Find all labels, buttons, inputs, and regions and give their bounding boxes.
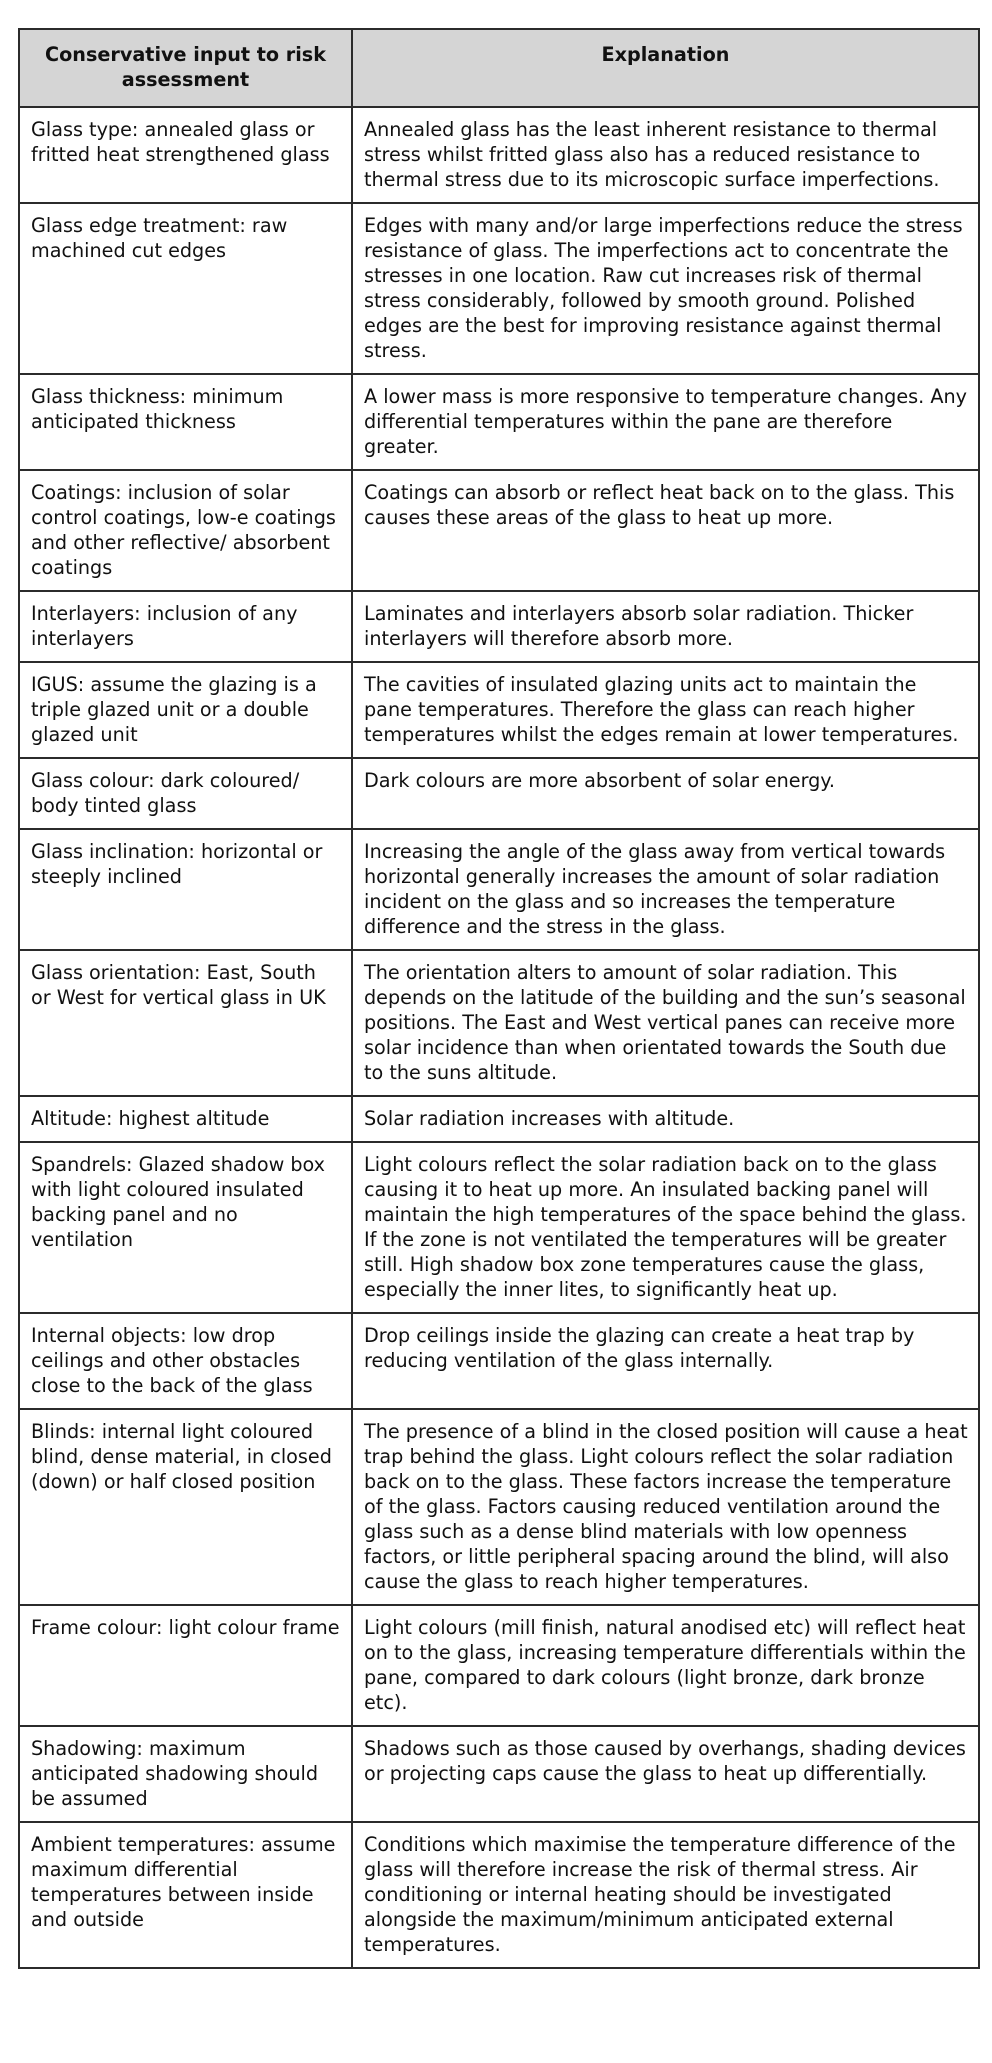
explanation-cell: Edges with many and/or large imperfections reduce the stress resistance of glass. The imperfections act to concentrate the stresses in one location. Raw cut increases risk of thermal stress considerably, followed by smooth ground. Polished edges are the best for improving resistance against thermal stress.: [352, 203, 979, 374]
table-row: [19, 107, 979, 203]
table-row: [19, 662, 979, 758]
input-cell: Glass thickness: minimum anticipated thickness: [19, 374, 352, 470]
table-row: [19, 758, 979, 829]
table-row: [19, 203, 979, 374]
explanation-cell: Annealed glass has the least inherent resistance to thermal stress whilst fritted glass also has a reduced resistance to thermal stress due to its microscopic surface imperfections.: [352, 107, 979, 203]
explanation-cell: Shadows such as those caused by overhangs, shading devices or projecting caps cause the glass to heat up differentially.: [352, 1726, 979, 1822]
explanation-cell: Solar radiation increases with altitude.: [352, 1096, 979, 1142]
table-row: [19, 1726, 979, 1822]
input-cell: Shadowing: maximum anticipated shadowing should be assumed: [19, 1726, 352, 1822]
input-cell: Frame colour: light colour frame: [19, 1605, 352, 1726]
table-header-row: [19, 29, 979, 107]
table-row: [19, 591, 979, 662]
explanation-cell: Laminates and interlayers absorb solar radiation. Thicker interlayers will therefore absorb more.: [352, 591, 979, 662]
explanation-cell: Light colours reflect the solar radiation back on to the glass causing it to heat up more. An insulated backing panel will maintain the high temperatures of the space behind the glass. If the zone is not ventilated the temperatures will be greater still. High shadow box zone temperatures cause the glass, especially the inner lites, to significantly heat up.: [352, 1142, 979, 1313]
header-explanation: Explanation: [352, 29, 979, 107]
table-row: [19, 1605, 979, 1726]
table-row: [19, 950, 979, 1096]
explanation-cell: Drop ceilings inside the glazing can create a heat trap by reducing ventilation of the glass internally.: [352, 1313, 979, 1409]
input-cell: Internal objects: low drop ceilings and other obstacles close to the back of the glass: [19, 1313, 352, 1409]
input-cell: Spandrels: Glazed shadow box with light coloured insulated backing panel and no ventilation: [19, 1142, 352, 1313]
input-cell: Coatings: inclusion of solar control coatings, low-e coatings and other reflective/ absorbent coatings: [19, 470, 352, 591]
table-row: [19, 374, 979, 470]
explanation-cell: Increasing the angle of the glass away from vertical towards horizontal generally increases the amount of solar radiation incident on the glass and so increases the temperature difference and the stress in the glass.: [352, 829, 979, 950]
explanation-cell: Conditions which maximise the temperature difference of the glass will therefore increase the risk of thermal stress. Air conditioning or internal heating should be investigated alongside the maximum/minimum anticipated external temperatures.: [352, 1822, 979, 1968]
table-row: [19, 470, 979, 591]
explanation-cell: The cavities of insulated glazing units act to maintain the pane temperatures. Therefore the glass can reach higher temperatures whilst the edges remain at lower temperatures.: [352, 662, 979, 758]
table-row: [19, 829, 979, 950]
input-cell: Altitude: highest altitude: [19, 1096, 352, 1142]
explanation-cell: Dark colours are more absorbent of solar energy.: [352, 758, 979, 829]
input-cell: Ambient temperatures: assume maximum differential temperatures between inside and outside: [19, 1822, 352, 1968]
risk-assessment-table: [18, 28, 980, 1969]
input-cell: Glass colour: dark coloured/ body tinted glass: [19, 758, 352, 829]
explanation-cell: Coatings can absorb or reflect heat back on to the glass. This causes these areas of the glass to heat up more.: [352, 470, 979, 591]
input-cell: Blinds: internal light coloured blind, dense material, in closed (down) or half closed position: [19, 1409, 352, 1605]
table-row: [19, 1409, 979, 1605]
input-cell: Glass type: annealed glass or fritted heat strengthened glass: [19, 107, 352, 203]
input-cell: Glass inclination: horizontal or steeply inclined: [19, 829, 352, 950]
input-cell: Glass orientation: East, South or West for vertical glass in UK: [19, 950, 352, 1096]
input-cell: Glass edge treatment: raw machined cut edges: [19, 203, 352, 374]
explanation-cell: Light colours (mill finish, natural anodised etc) will reflect heat on to the glass, increasing temperature differentials within the pane, compared to dark colours (light bronze, dark bronze etc).: [352, 1605, 979, 1726]
header-conservative-input: Conservative input to risk assessment: [19, 29, 352, 107]
table-row: [19, 1142, 979, 1313]
explanation-cell: A lower mass is more responsive to temperature changes. Any differential temperatures within the pane are therefore greater.: [352, 374, 979, 470]
table-row: [19, 1313, 979, 1409]
explanation-cell: The orientation alters to amount of solar radiation. This depends on the latitude of the building and the sun’s seasonal positions. The East and West vertical panes can receive more solar incidence than when orientated towards the South due to the suns altitude.: [352, 950, 979, 1096]
explanation-cell: The presence of a blind in the closed position will cause a heat trap behind the glass. Light colours reflect the solar radiation back on to the glass. These factors increase the temperature of the glass. Factors causing reduced ventilation around the glass such as a dense blind materials with low openness factors, or little peripheral spacing around the blind, will also cause the glass to reach higher temperatures.: [352, 1409, 979, 1605]
input-cell: Interlayers: inclusion of any interlayers: [19, 591, 352, 662]
table-row: [19, 1096, 979, 1142]
input-cell: IGUS: assume the glazing is a triple glazed unit or a double glazed unit: [19, 662, 352, 758]
table-row: [19, 1822, 979, 1968]
risk-assessment-table-container: [18, 28, 978, 1969]
